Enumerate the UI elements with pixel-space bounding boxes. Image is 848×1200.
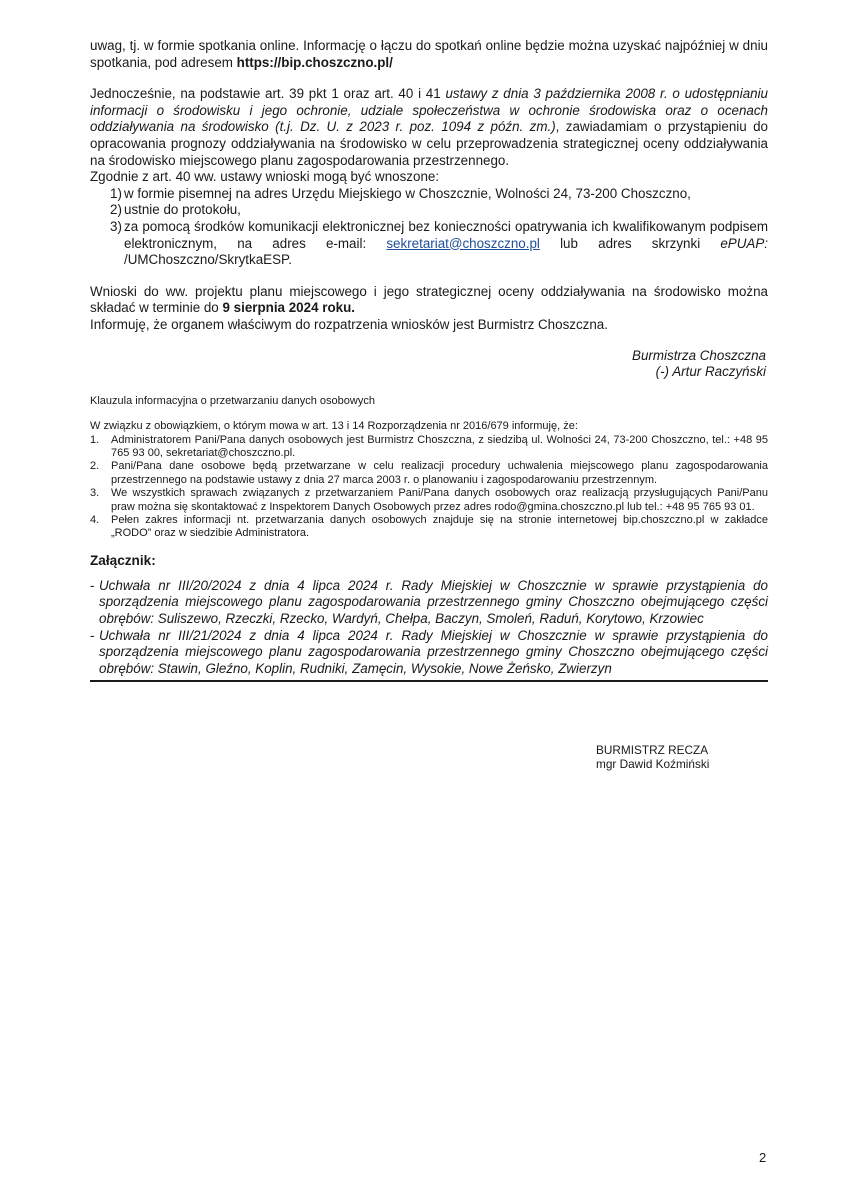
submission-intro: Zgodnie z art. 40 ww. ustawy wnioski mogą być wnoszone: xyxy=(90,169,440,185)
gdpr-clause-list xyxy=(90,434,768,541)
act-citation: ustawy z dnia 3 października 2008 r. o udostępnianiu informacji o środowisku i jego ochronie, udziale społeczeństwa w ochronie środowiska oraz o ocenach oddziaływania na środowisko (t.j. Dz. U. z 2023 r. poz. 1094 z późn. zm.) xyxy=(90,86,769,135)
paragraph-meeting-info xyxy=(90,38,768,71)
attachment-item: - Uchwała nr III/21/2024 z dnia 4 lipca 2024 r. Rady Miejskiej w Choszcznie w sprawie przystąpienia do sporządzenia miejscowego planu zagospodarowania przestrzennego gminy Choszczno obejmującego części obrębów: Stawin, Gleźno, Koplin, Rudniki, Zamęcin, Wysokie, Nowe Żeńsko, Zwierzyn xyxy=(90,627,768,676)
gdpr-clause-intro: W związku z obowiązkiem, o którym mowa w art. 13 i 14 Rozporządzenia nr 2016/679 informuję, że: xyxy=(90,420,578,433)
attachment-item: - Uchwała nr III/20/2024 z dnia 4 lipca 2024 r. Rady Miejskiej w Choszcznie w sprawie przystąpienia do sporządzenia miejscowego planu zagospodarowania przestrzennego gminy Choszczno obejmującego części obrębów: Suliszewo, Rzeczki, Rzecko, Wardyń, Chełpa, Baczyn, Smoleń, Raduń, Korytowo, Krzowiec xyxy=(90,577,768,626)
gdpr-clause-title: Klauzula informacyjna o przetwarzaniu danych osobowych xyxy=(90,394,375,407)
attachments-title: Załącznik: xyxy=(90,552,156,568)
deadline-date: 9 sierpnia 2024 roku. xyxy=(222,300,355,316)
submission-methods-list xyxy=(90,186,768,269)
list-item: 1. Administratorem Pani/Pana danych osobowych jest Burmistrz Choszczna, z siedzibą ul. Wolności 24, 73-200 Choszczno, tel.: +48 95 765 93 00, sekretariat@choszczno.pl. xyxy=(90,433,768,459)
paragraph-environmental-notice: Jednocześnie, na podstawie art. 39 pkt 1 oraz art. 40 i 41 ustawy z dnia 3 października 2008 r. o udostępnianiu informacji o środowisku i jego ochronie, udziale społeczeństwa w ochronie środowiska oraz o ocenach oddziaływania na środowisko (t.j. Dz. U. z 2023 r. poz. 1094 z późn. zm.), zawiadamiam o przystąpieniu do opracowania prognozy oddziaływania na środowisko w celu przeprowadzenia strategicznej oceny oddziaływania na środowisko miejscowego planu zagospodarowania przestrzennego. Zgodnie z art. 40 ww. ustawy wnioski mogą być wnoszone: 1) w formie pisemnej na adres Urzędu Miejskiego w Choszcznie, Wolności 24, 73-200 Choszczno, 2) ustnie do protokołu, 3) za pomocą środków komunikacji elektronicznej bez konieczności opatrywania ich kwalifikowanym podpisem elektronicznym, na adres e-mail: sekretariat@choszczno.pl lub adres skrzynki ePUAP: /UMChoszczno/SkrytkaESP. xyxy=(90,86,769,268)
list-item: 4. Pełen zakres informacji nt. przetwarzania danych osobowych znajduje się na stronie internetowej bip.choszczno.pl w zakładce „RODO” oraz w siedzibie Administratora. xyxy=(90,513,768,540)
email-link[interactable]: sekretariat@choszczno.pl xyxy=(386,235,540,251)
list-item: 3. We wszystkich sprawach związanych z przetwarzaniem Pani/Pana danych osobowych oraz realizacją przysługujących Pani/Panu praw można się skontaktować z Inspektorem Danych Osobowych przez adres rodo@gmina.choszczno.pl lub tel.: +48 95 765 93 01. xyxy=(90,487,768,513)
list-item: 1) w formie pisemnej na adres Urzędu Miejskiego w Choszcznie, Wolności 24, 73-200 Choszczno, xyxy=(110,185,691,201)
list-item: 2. Pani/Pana dane osobowe będą przetwarzane w celu realizacji procedury uchwalenia miejscowego planu zagospodarowania przestrzennego na podstawie ustawy z dnia 27 marca 2003 r. o planowaniu i zagospodarowaniu przestrzennym. xyxy=(90,460,768,486)
page-number: 2 xyxy=(759,1150,767,1165)
document-page xyxy=(90,38,768,682)
bip-url[interactable]: https://bip.choszczno.pl/ xyxy=(236,54,393,70)
list-item: 3) za pomocą środków komunikacji elektronicznej bez konieczności opatrywania ich kwalifikowanym podpisem elektronicznym, na adres e-mail: sekretariat@choszczno.pl lub adres skrzynki ePUAP: /UMChoszczno/SkrytkaESP. xyxy=(110,218,768,268)
mayor-signature: Burmistrza Choszczna (-) Artur Raczyński xyxy=(632,347,766,380)
attachments-list xyxy=(90,578,768,678)
recz-mayor-signature: BURMISTRZ RECZA mgr Dawid Koźmiński xyxy=(596,743,710,771)
paragraph-deadline: Wnioski do ww. projektu planu miejscowego i jego strategicznej oceny oddziaływania na środowisko można składać w terminie do 9 sierpnia 2024 roku. Informuję, że organem właściwym do rozpatrzenia wniosków jest Burmistrz Choszczna. xyxy=(90,283,768,332)
list-item: 2) ustnie do protokołu, xyxy=(110,202,241,218)
meeting-info-text: uwag, tj. w formie spotkania online. Informację o łączu do spotkań online będzie można uzyskać najpóźniej w dniu spotkania, pod adresem xyxy=(90,38,768,70)
divider xyxy=(90,680,768,682)
